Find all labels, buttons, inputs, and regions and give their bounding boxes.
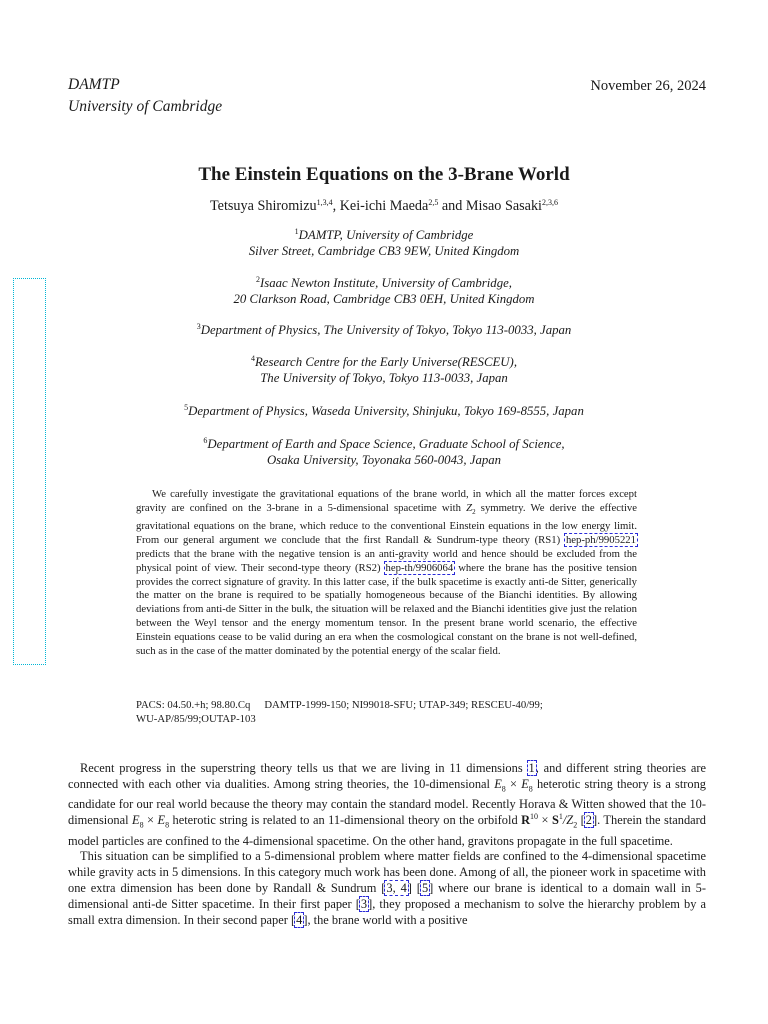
arxiv-link-rs2[interactable]: hep-th/9906064: [385, 561, 454, 574]
body-text: [68, 761, 706, 929]
author-1-affil: 1,3,4: [316, 198, 333, 207]
author-3-affil: 2,3,6: [541, 198, 558, 207]
author-2-affil: 2,5: [428, 198, 439, 207]
body-paragraph-1: Recent progress in the superstring theory tells us that we are living in 11 dimensions 1, and different string theories are connected with each other via dualities. Among string theories, the 10-dimensional $E_8 \times E_8$ heterotic string theory is a strong candidate for our real world because the theory may contain the standard model. Recently Horava & Witten showed that the 10-dimensional $E_8 \times E_8$ heterotic string is related to an 11-dimensional theory on the orbifold $R^{10} \times S^1/Z_2$ [2]. Therein the standard model particles are confined to the 4-dimensional spacetime. On the other hand, gravitons propagate in the full spacetime.: [68, 761, 707, 848]
citation-link[interactable]: 2: [585, 813, 592, 828]
author-list: [0, 198, 768, 215]
arxiv-link-rs1[interactable]: hep-ph/9905221: [565, 533, 636, 546]
header-institution-line2: University of Cambridge: [68, 98, 223, 115]
citation-link[interactable]: 4: [296, 913, 303, 928]
abstract-paragraph: We carefully investigate the gravitational equations of the brane world, in which all the matter forces except gravity are confined on the 3-brane in a 5-dimensional spacetime with $Z_2$ symmetry. We derive the effective gravitational equations on the brane, which reduce to the conventional Einstein equations in the low energy limit. From our general argument we conclude that the first Randall & Sundrum-type theory (RS1) hep-ph/9905221 predicts that the brane with the negative tension is an anti-gravity world and hence should be excluded from the physical point of view. Their second-type theory (RS2) hep-th/9906064 where the brane has the positive tension provides the correct signature of gravity. In this latter case, if the bulk spacetime is exactly anti-de Sitter, generically the matter on the brane is required to be spatially homogeneous because of the Bianchi identities. By allowing deviations from anti-de Sitter in the bulk, the situation will be relaxed and the Bianchi identities give just the relation between the Weyl tensor and the energy momentum tensor. In the present brane world scenario, the effective Einstein equations cease to be valid during an era when the cosmological constant on the brane is not well-defined, such as in the case of the matter dominated by the potential energy of the scalar field.: [136, 488, 638, 658]
affiliation-line: DAMTP, University of Cambridge: [298, 228, 474, 242]
affiliation-3: [0, 322, 768, 338]
affiliation-4: [0, 354, 768, 386]
affiliation-line: 20 Clarkson Road, Cambridge CB3 0EH, United Kingdom: [233, 292, 535, 306]
header-date: November 26, 2024: [590, 78, 706, 94]
affiliation-6: [0, 436, 768, 468]
affiliation-line: Department of Earth and Space Science, Graduate School of Science,: [207, 437, 565, 451]
author-3: Misao Sasaki: [465, 198, 542, 214]
citation-link[interactable]: 5: [421, 881, 429, 896]
affiliation-number: 5: [184, 403, 189, 412]
report-numbers-cont: WU-AP/85/99;OUTAP-103: [136, 713, 256, 725]
citation-link[interactable]: 3, 4: [386, 881, 407, 896]
math-symbol: Z: [466, 501, 473, 514]
affiliation-line: Department of Physics, The University of Tokyo, Tokyo 113-0033, Japan: [200, 323, 572, 337]
affiliation-line: Osaka University, Toyonaka 560-0043, Japan: [266, 453, 502, 467]
author-separator: ,: [332, 198, 340, 214]
author-1: Tetsuya Shiromizu: [210, 198, 317, 214]
body-paragraph-2: This situation can be simplified to a 5-dimensional problem where matter fields are confined to the 4-dimensional spacetime while gravity acts in 5 dimensions. In this category much work has been done. Among of all, the pioneer work in spacetime with one extra dimension has been done by Randall & Sundrum [3, 4] [5] where our brane is identical to a domain wall in 5-dimensional anti-de Sitter spacetime. In their first paper [3], they proposed a mechanism to solve the hierarchy problem by a small extra dimension. In their second paper [4], the brane world with a positive: [68, 849, 707, 928]
affiliation-line: Research Centre for the Early Universe(RESCEU),: [254, 355, 518, 369]
affiliation-line: Department of Physics, Waseda University, Shinjuku, Tokyo 169-8555, Japan: [188, 404, 584, 418]
affiliation-number: 2: [255, 275, 260, 284]
author-2: Kei-ichi Maeda: [339, 198, 429, 214]
abstract: [136, 488, 637, 659]
header-institution: [68, 74, 222, 118]
affiliation-line: Silver Street, Cambridge CB3 9EW, United Kingdom: [248, 244, 520, 258]
affiliation-1: [0, 227, 768, 259]
paper-title: The Einstein Equations on the 3-Brane World: [198, 164, 570, 185]
report-numbers: DAMTP-1999-150; NI99018-SFU; UTAP-349; RESCEU-40/99;: [264, 699, 543, 711]
affiliation-number: 3: [196, 322, 201, 331]
citation-link[interactable]: 3: [360, 897, 368, 912]
affiliation-5: [0, 403, 768, 419]
affiliation-number: 4: [250, 354, 255, 363]
pacs-codes: PACS: 04.50.+h; 98.80.Cq: [136, 699, 251, 711]
affiliation-number: 1: [294, 227, 299, 236]
citation-link[interactable]: 1: [528, 761, 535, 775]
author-separator: and: [438, 198, 466, 214]
affiliation-line: Isaac Newton Institute, University of Cambridge,: [259, 276, 512, 290]
pacs-block: [136, 698, 656, 726]
affiliation-line: The University of Tokyo, Tokyo 113-0033, Japan: [260, 371, 508, 385]
affiliation-number: 6: [203, 436, 208, 445]
header-institution-line1: DAMTP: [68, 76, 120, 93]
affiliation-2: [0, 275, 768, 307]
